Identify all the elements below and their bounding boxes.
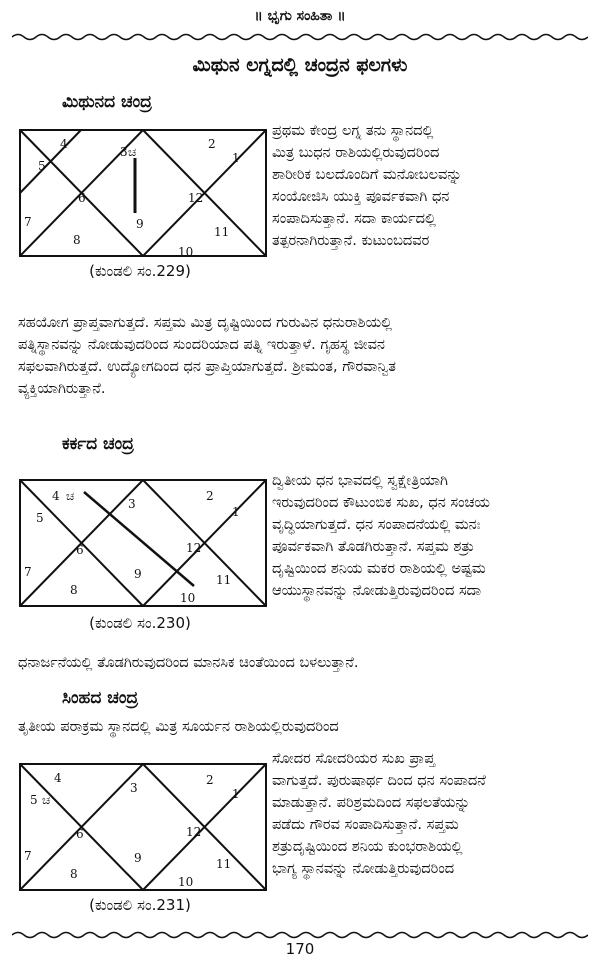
section-1-side-text (272, 120, 582, 252)
section-heading-karka: ಕರ್ಕದ ಚಂದ್ರ (62, 434, 134, 454)
house-10: 10 (178, 875, 194, 889)
house-6: 6 (76, 543, 84, 557)
section-3-side-text (272, 748, 582, 880)
house-6: 6 (78, 191, 86, 205)
text-line: ಪೂರ್ವಕವಾಗಿ ತೊಡಗಿರುತ್ತಾನೆ. ಸಪ್ತಮ ಶತ್ರು (272, 539, 475, 555)
text-line: ತತ್ಪರನಾಗಿರುತ್ತಾನೆ. ಕುಟುಂಬದವರ (272, 233, 430, 249)
house-9: 9 (134, 567, 142, 581)
house-5: 5 (30, 793, 38, 807)
text-line: ಆಯುಸ್ಥಾನವನ್ನು ನೋಡುತ್ತಿರುವುದರಿಂದ ಸದಾ (272, 583, 482, 599)
text-line: ಪಡೆದು ಗೌರವ ಸಂಪಾದಿಸುತ್ತಾನೆ. ಸಪ್ತಮ (272, 817, 459, 833)
house-2: 2 (208, 137, 216, 151)
header-wave-rule (12, 32, 588, 42)
section-1-wide-text (18, 312, 582, 400)
chart-caption-229: (ಕುಂಡಲಿ ಸಂ.229) (89, 262, 191, 280)
text-line: ದೃಷ್ಟಿಯಿಂದ ಶನಿಯ ಮಕರ ರಾಶಿಯಲ್ಲಿ ಅಷ್ಟಮ (272, 561, 486, 577)
house-2: 2 (206, 773, 214, 787)
section-3-top-text (18, 716, 582, 738)
text-line: ಶಾರೀರಿಕ ಬಲದೊಂದಿಗೆ ಮನೋಬಲವನ್ನು (272, 167, 462, 183)
text-line: ಧನಾರ್ಜನೆಯಲ್ಲಿ ತೊಡಗಿರುವುದರಿಂದ ಮಾನಸಿಕ ಚಿಂತೆಯಿಂದ ಬಳಲುತ್ತಾನೆ. (18, 655, 359, 671)
moon-label: ಚ (128, 145, 137, 159)
text-line: ಸಂಪಾದಿಸುತ್ತಾನೆ. ಸದಾ ಕಾರ್ಯದಲ್ಲಿ (272, 211, 436, 227)
house-9: 9 (136, 217, 144, 231)
text-line: ತೃತೀಯ ಪರಾಕ್ರಮ ಸ್ಥಾನದಲ್ಲಿ ಮಿತ್ರ ಸೂರ್ಯನ ರಾಶಿಯಲ್ಲಿರುವುದರಿಂದ (18, 719, 339, 735)
house-8: 8 (70, 867, 78, 881)
house-11: 11 (214, 225, 230, 239)
house-11: 11 (216, 573, 232, 587)
section-heading-mithuna: ಮಿಥುನದ ಚಂದ್ರ (62, 92, 152, 112)
house-7: 7 (24, 565, 32, 579)
house-5: 5 (36, 511, 44, 525)
text-line: ಪ್ರಥಮ ಕೇಂದ್ರ ಲಗ್ನ ತನು ಸ್ಥಾನದಲ್ಲಿ (272, 123, 434, 139)
chart-caption-231: (ಕುಂಡಲಿ ಸಂ.231) (89, 896, 191, 914)
chart-caption-230: (ಕುಂಡಲಿ ಸಂ.230) (89, 614, 191, 632)
house-10: 10 (178, 245, 194, 258)
text-line: ಇರುವುದರಿಂದ ಕೌಟುಂಬಿಕ ಸುಖ, ಧನ ಸಂಚಯ (272, 495, 490, 511)
house-1: 1 (232, 151, 240, 165)
section-heading-simha: ಸಿಂಹದ ಚಂದ್ರ (62, 688, 139, 708)
text-line: ಭಾಗ್ಯ ಸ್ಥಾನವನ್ನು ನೋಡುತ್ತಿರುವುದರಿಂದ (272, 861, 455, 877)
page-number: 170 (285, 940, 315, 958)
text-line: ವೃದ್ಧಿಯಾಗುತ್ತದೆ. ಧನ ಸಂಪಾದನೆಯಲ್ಲಿ ಮನಃ (272, 517, 481, 533)
text-line: ಮಾಡುತ್ತಾನೆ. ಪರಿಶ್ರಮದಿಂದ ಸಫಲತೆಯನ್ನು (272, 795, 471, 811)
footer-wave-rule (12, 930, 588, 940)
text-line: ಮಿತ್ರ ಬುಧನ ರಾಶಿಯಲ್ಲಿರುವುದರಿಂದ (272, 145, 440, 161)
kundali-chart-230 (18, 478, 268, 608)
section-2-wide-text (18, 652, 582, 674)
house-8: 8 (73, 233, 81, 247)
house-4: 4 (54, 771, 62, 785)
text-line: ಸಫಲವಾಗಿರುತ್ತದೆ. ಉದ್ಯೋಗದಿಂದ ಧನ ಪ್ರಾಪ್ತಿಯಾಗುತ್ತದೆ. ಶ್ರೀಮಂತ, ಗೌರವಾನ್ವಿತ (18, 359, 396, 375)
house-12: 12 (188, 191, 204, 205)
house-6: 6 (76, 827, 84, 841)
moon-label: ಚ (66, 489, 75, 503)
house-2: 2 (206, 489, 214, 503)
house-3: 3 (130, 781, 138, 795)
house-9: 9 (134, 851, 142, 865)
house-5: 5 (38, 159, 46, 173)
house-4: 4 (60, 137, 68, 151)
house-8: 8 (70, 583, 78, 597)
text-line: ಸೋದರ ಸೋದರಿಯರ ಸುಖ ಪ್ರಾಪ್ತ (272, 751, 435, 767)
house-3: 3 (120, 145, 128, 159)
house-10: 10 (180, 591, 196, 605)
text-line: ವ್ಯಕ್ತಿಯಾಗಿರುತ್ತಾನೆ. (18, 381, 106, 397)
house-12: 12 (186, 825, 202, 839)
house-12: 12 (186, 541, 202, 555)
text-line: ವಾಗುತ್ತದೆ. ಪುರುಷಾರ್ಥ ದಿಂದ ಧನ ಸಂಪಾದನೆ (272, 773, 486, 789)
kundali-chart-231 (18, 762, 268, 892)
house-4: 4 (52, 489, 60, 503)
text-line: ಪತ್ನಿಸ್ಥಾನವನ್ನು ನೋಡುವುದರಿಂದ ಸುಂದರಿಯಾದ ಪತ್ನಿ ಇರುತ್ತಾಳೆ. ಗೃಹಸ್ಥ ಜೀವನ (18, 337, 385, 353)
page-title: ಮಿಥುನ ಲಗ್ನದಲ್ಲಿ ಚಂದ್ರನ ಫಲಗಳು (192, 54, 408, 76)
house-1: 1 (232, 505, 240, 519)
text-line: ಸಂಯೋಜಿಸಿ ಯುಕ್ತಿ ಪೂರ್ವಕವಾಗಿ ಧನ (272, 189, 450, 205)
house-3: 3 (128, 497, 136, 511)
house-7: 7 (24, 849, 32, 863)
text-line: ಶತ್ರುದೃಷ್ಟಿಯಿಂದ ಶನಿಯ ಕುಂಭರಾಶಿಯಲ್ಲಿ (272, 839, 463, 855)
running-header: ॥ ಭೃಗು ಸಂಹಿತಾ ॥ (254, 8, 346, 24)
moon-label: ಚ (42, 793, 51, 807)
text-line: ದ್ವಿತೀಯ ಧನ ಭಾವದಲ್ಲಿ ಸ್ವಕ್ಷೇತ್ರಿಯಾಗಿ (272, 473, 448, 489)
house-1: 1 (232, 787, 240, 801)
kundali-chart-229 (18, 128, 268, 258)
section-2-side-text (272, 470, 582, 602)
house-11: 11 (216, 857, 232, 871)
house-7: 7 (24, 215, 32, 229)
text-line: ಸಹಯೋಗ ಪ್ರಾಪ್ತವಾಗುತ್ತದೆ. ಸಪ್ತಮ ಮಿತ್ರ ದೃಷ್ಟಿಯಿಂದ ಗುರುವಿನ ಧನುರಾಶಿಯಲ್ಲಿ (18, 315, 393, 331)
